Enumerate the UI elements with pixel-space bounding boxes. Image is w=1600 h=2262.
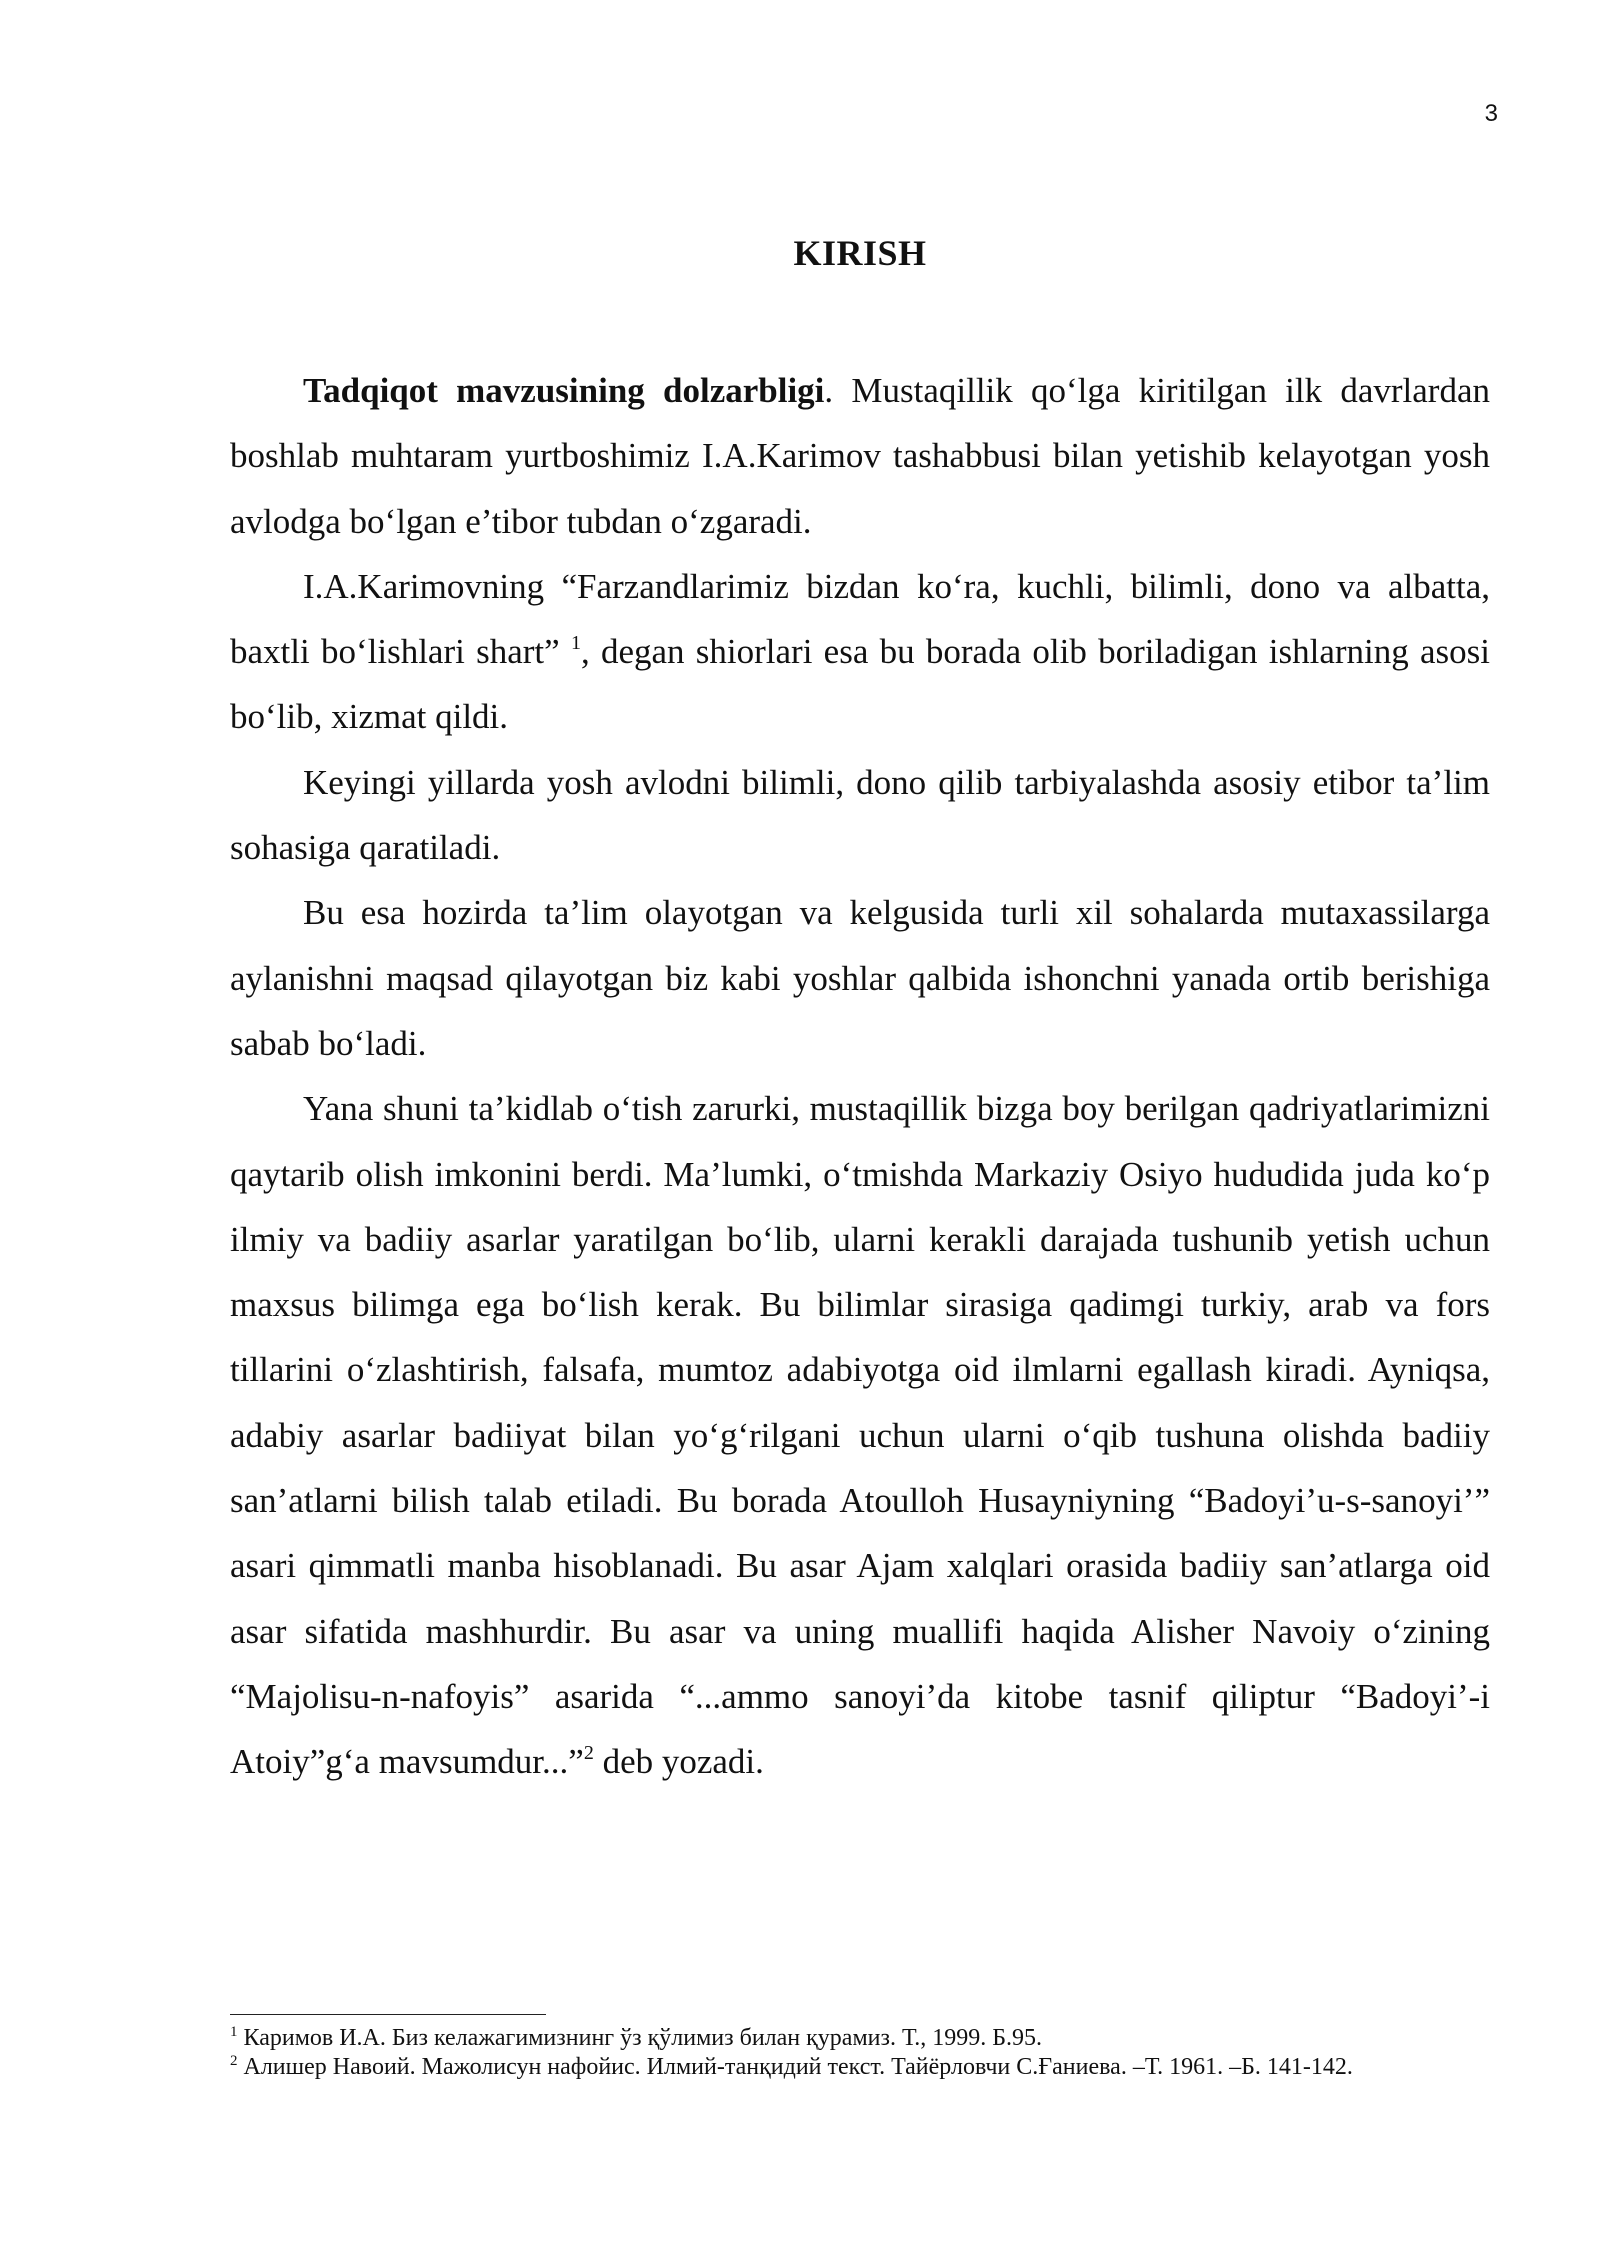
paragraph-text: , degan shiorlari esa bu borada olib boriladigan ishlarning asosi bo‘lib, xizmat qildi. [230,632,1491,737]
footnotes [230,2024,1492,2082]
footnote-ref-2[interactable]: 2 [583,1742,594,1765]
footnote-ref-1[interactable]: 1 [570,632,581,655]
paragraph-relevance [230,358,1490,554]
paragraph-lead-bold: Tadqiqot mavzusining dolzarbligi [303,371,825,410]
footnote-2 [230,2053,1492,2082]
footnote-separator [230,2014,546,2015]
section-heading: KIRISH [793,233,927,273]
paragraph-education [230,750,1490,881]
footnote-number: 1 [230,2024,238,2040]
paragraph-text: I.A.Karimovning “Farzandlarimiz bizdan ko‘ra, kuchli, bilimli, dono va albatta, baxtli bo‘lishlari shart” [230,566,1490,672]
footnote-number: 2 [230,2053,238,2069]
paragraph-quote [230,554,1490,750]
paragraph-heritage [230,1076,1490,1794]
footnote-1 [230,2024,1492,2053]
body-text [230,358,1490,1795]
paragraph-text: Keyingi yillarda yosh avlodni bilimli, dono qilib tarbiyalashda asosiy etibor ta’lim sohasiga qaratiladi. [230,762,1490,868]
paragraph-text: Bu esa hozirda ta’lim olayotgan va kelgusida turli xil sohalarda mutaxassilarga aylanishni maqsad qilayotgan biz kabi yoshlar qalbida ishonchni yanada ortib berishiga sabab bo‘ladi. [230,893,1490,1063]
paragraph-text: deb yozadi. [593,1742,764,1782]
footnote-text: Каримов И.А. Биз келажагимизнинг ўз қўлимиз билан қурамиз. Т., 1999. Б.95. [237,2025,1042,2051]
paragraph-text: Yana shuni ta’kidlab o‘tish zarurki, mustaqillik bizga boy berilgan qadriyatlarimizni qaytarib olish imkonini berdi. Ma’lumki, o‘tmishda Markaziy Osiyo hududida juda ko‘p ilmiy va badiiy asarlar yaratilgan bo‘lib, ularni kerakli darajada tushunib yetish uchun maxsus bilimga ega bo‘lish kerak. Bu bilimlar sirasiga qadimgi turkiy, arab va fors tillarini o‘zlashtirish, falsafa, mumtoz adabiyotga oid ilmlarni egallash kiradi. Ayniqsa, adabiy asarlar badiiyat bilan yo‘g‘rilgani uchun ularni o‘qib tushuna olishda badiiy san’atlarni bilish talab etiladi. Bu borada Atoulloh Husayniyning “Badoyi’u-s-sanoyi’” asari qimmatli manba hisoblanadi. Bu asar Ajam xalqlari orasida badiiy san’atlarga oid asar sifatida mashhurdir. Bu asar va uning muallifi haqida Alisher Navoiy o‘zining “Majolisu-n-nafoyis” asarida “...ammo sanoyi’da kitobe tasnif qiliptur “Badoyi’-i Atoiy”g‘a mavsumdur...” [230,1089,1490,1782]
paragraph-youth [230,880,1490,1076]
page-number: 3 [1484,100,1498,127]
footnote-text: Алишер Навоий. Мажолисун нафойис. Илмий-танқидий текст. Тайёрловчи С.Ғаниева. –Т. 1961. –Б. 141-142. [237,2054,1353,2080]
paragraph-text: . Mustaqillik qo‘lga kiritilgan ilk davrlardan boshlab muhtaram yurtboshimiz I.A.Karimov tashabbusi bilan yetishib kelayotgan yosh avlodga bo‘lgan e’tibor tubdan o‘zgaradi. [230,371,1490,541]
